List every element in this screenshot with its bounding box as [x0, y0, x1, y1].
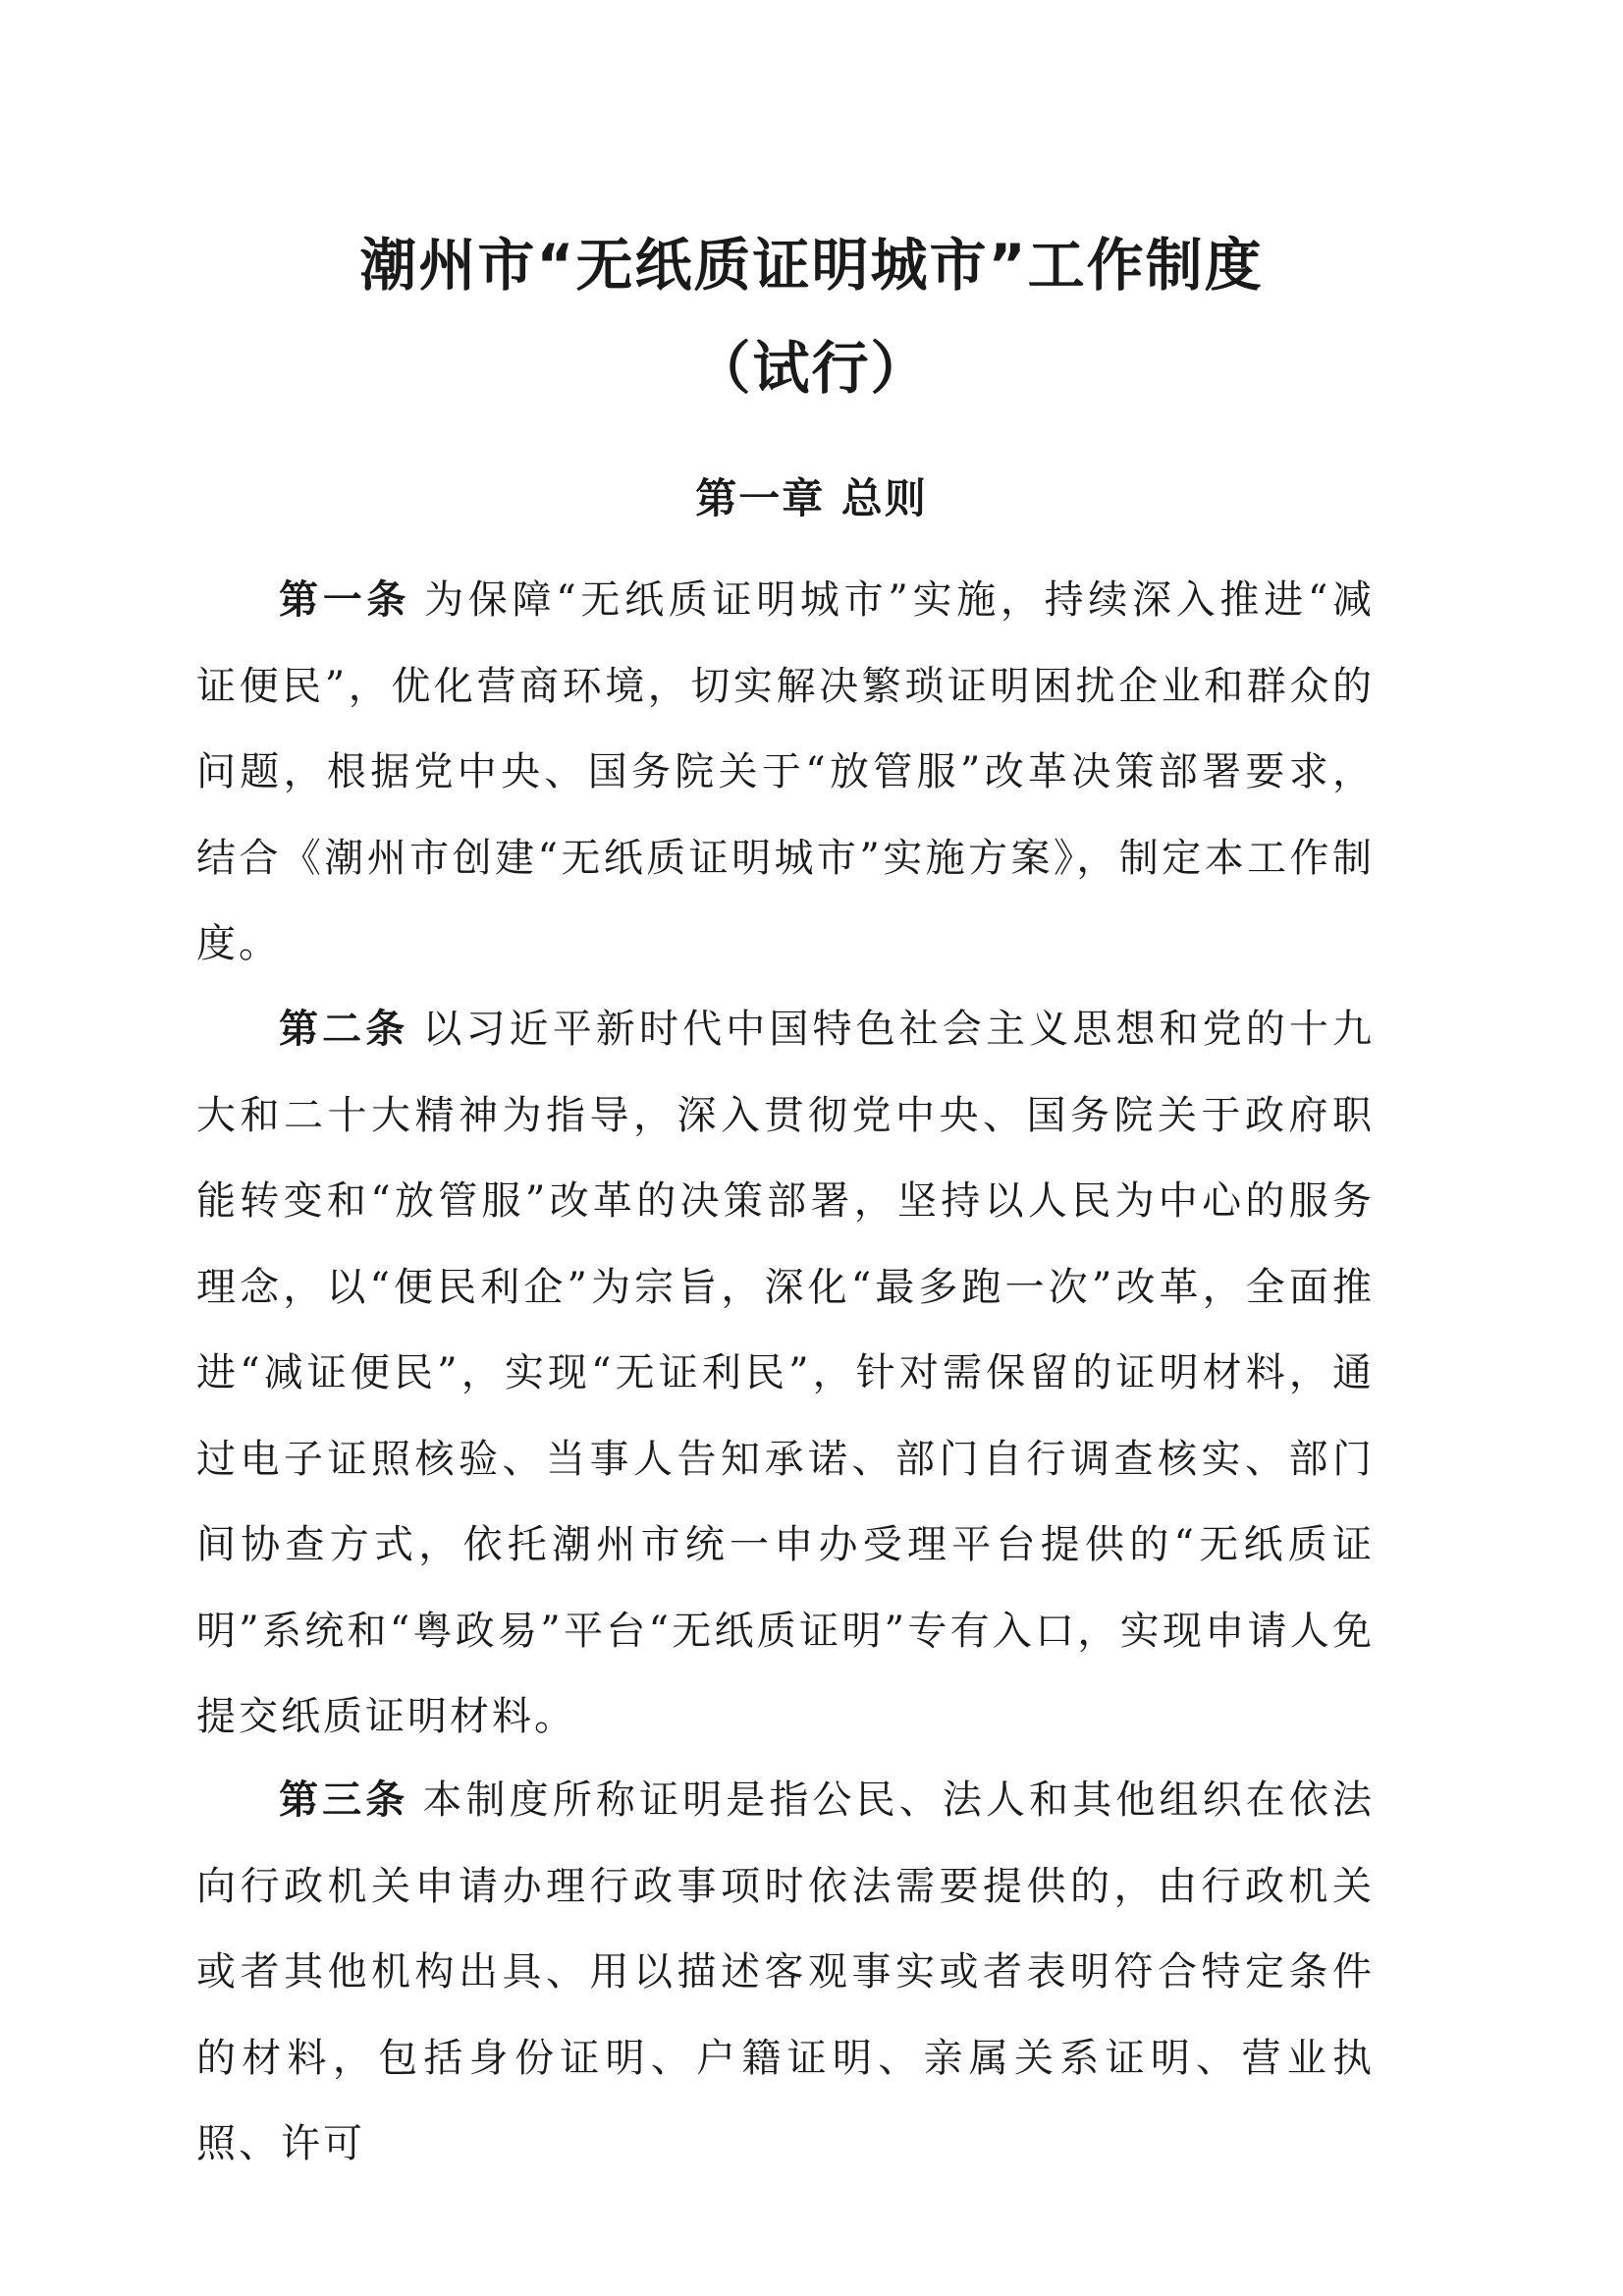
- article-1: [196, 558, 1375, 988]
- article-label: 第一条: [279, 577, 411, 623]
- article-text: 以习近平新时代中国特色社会主义思想和党的十九大和二十大精神为指导，深入贯彻党中央、国务院关于政府职能转变和“放管服”改革的决策部署，坚持以人民为中心的服务理念，以“便民利企”为宗旨，深化“最多跑一次”改革，全面推进“减证便民”，实现“无证利民”，针对需保留的证明材料，通过电子证照核验、当事人告知承诺、部门自行调查核实、部门间协查方式，依托潮州市统一申办受理平台提供的“无纸质证明”系统和“粤政易”平台“无纸质证明”专有入口，实现申请人免提交纸质证明材料。: [196, 1007, 1375, 1739]
- article-label: 第二条: [279, 1007, 409, 1052]
- article-text: 本制度所称证明是指公民、法人和其他组织在依法向行政机关申请办理行政事项时依法需要提供的，由行政机关或者其他机构出具、用以描述客观事实或者表明符合特定条件的材料，包括身份证明、户籍证明、亲属关系证明、营业执照、许可: [196, 1777, 1375, 2166]
- document-subtitle: （试行）: [693, 335, 930, 402]
- chapter-heading: 第一章 总则: [695, 474, 928, 522]
- article-2: [196, 987, 1375, 1761]
- article-3: [196, 1758, 1375, 2188]
- article-label: 第三条: [279, 1777, 409, 1823]
- article-text: 为保障“无纸质证明城市”实施，持续深入推进“减证便民”，优化营商环境，切实解决繁琐证明困扰企业和群众的问题，根据党中央、国务院关于“放管服”改革决策部署要求，结合《潮州市创建“无纸质证明城市”实施方案》，制定本工作制度。: [196, 577, 1375, 966]
- document-title: 潮州市“无纸质证明城市”工作制度: [359, 232, 1264, 299]
